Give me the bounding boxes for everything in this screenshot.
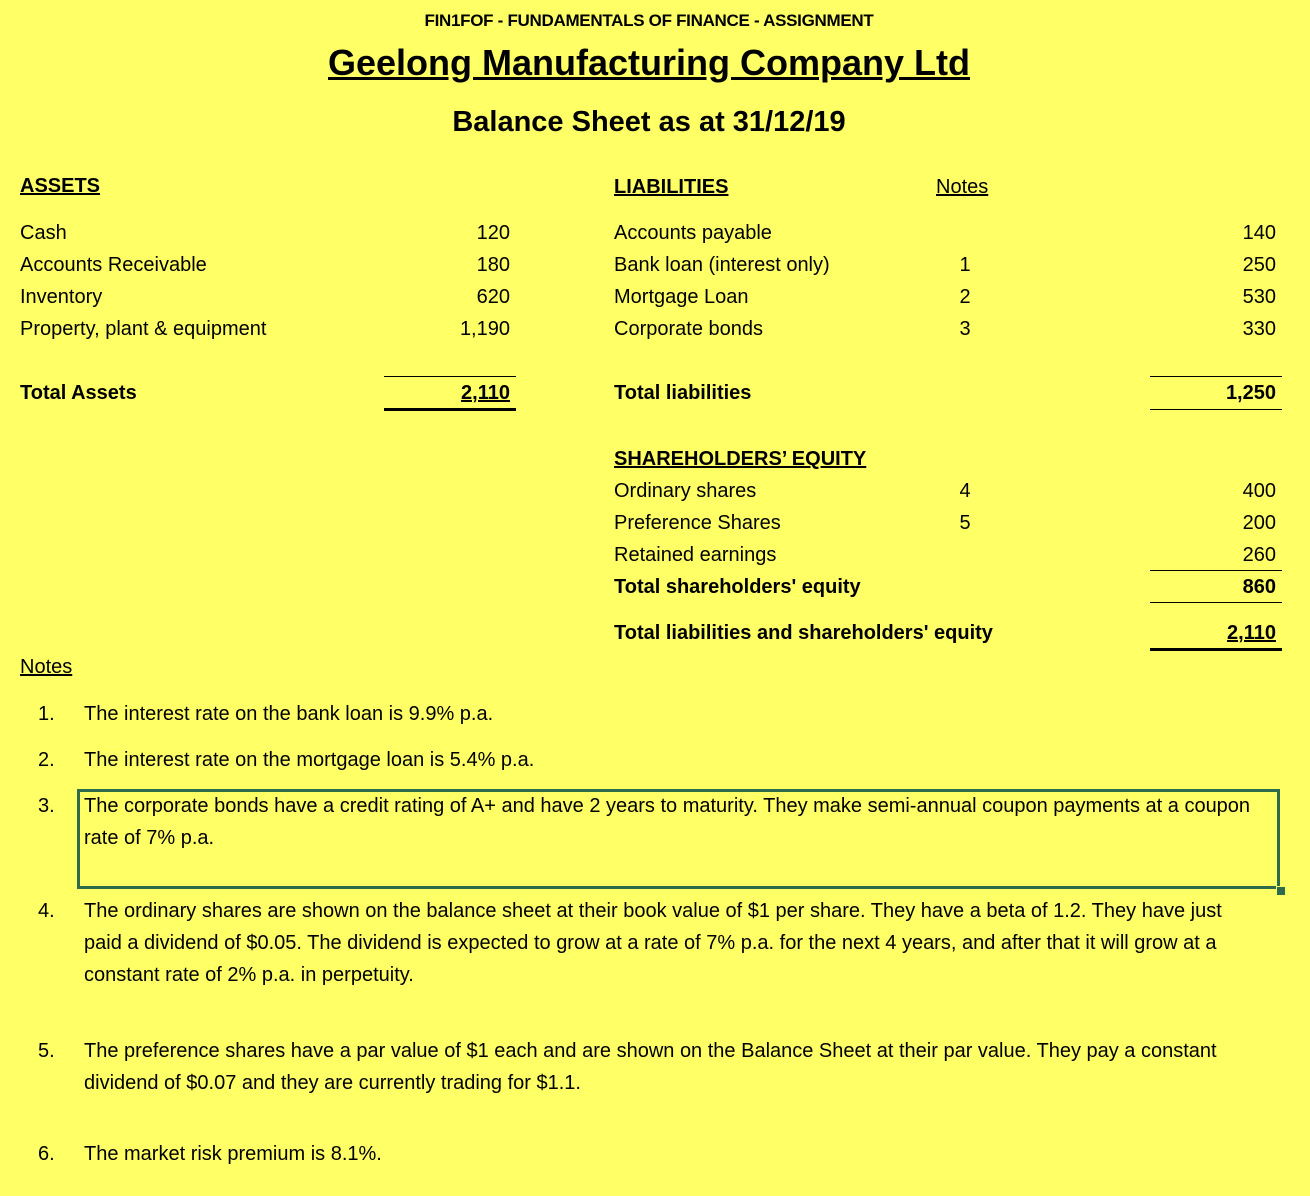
equity-heading: SHAREHOLDERS’ EQUITY bbox=[614, 448, 867, 470]
liabilities-heading: LIABILITIES bbox=[614, 176, 729, 198]
equity-note-preference: 5 bbox=[959, 512, 971, 534]
grand-total-value: 2,110 bbox=[1227, 622, 1276, 644]
note-3-text[interactable]: The corporate bonds have a credit rating of A+ and have 2 years to maturity. They make semi-annual coupon payments at a coupon rate of 7% p.a. bbox=[84, 795, 1251, 849]
liability-value-bank-loan: 250 bbox=[1242, 254, 1276, 276]
equity-value-preference: 200 bbox=[1242, 512, 1276, 534]
asset-label-ppe: Property, plant & equipment bbox=[20, 318, 267, 340]
equity-total-top-rule bbox=[1150, 570, 1282, 571]
liability-label-payable: Accounts payable bbox=[614, 222, 772, 244]
grand-total-bottom-rule bbox=[1150, 648, 1282, 651]
asset-label-cash: Cash bbox=[20, 222, 67, 244]
liability-label-bonds: Corporate bonds bbox=[614, 318, 763, 340]
total-equity-value: 860 bbox=[1242, 576, 1276, 598]
note-4-text: The ordinary shares are shown on the balance sheet at their book value of $1 per share. They have a beta of 1.2. They have just paid a dividend of $0.05. The dividend is expected to grow at a rate of 7% p.a. for the next 4 years, and after that it will grow at a constant rate of 2% p.a. in perpetuity. bbox=[84, 900, 1222, 986]
asset-value-ppe: 1,190 bbox=[459, 318, 510, 340]
note-6-text: The market risk premium is 8.1%. bbox=[84, 1143, 382, 1165]
note-5-number: 5. bbox=[38, 1040, 55, 1062]
assets-total-bottom-rule bbox=[384, 408, 516, 411]
liability-value-bonds: 330 bbox=[1242, 318, 1276, 340]
note-6-number: 6. bbox=[38, 1143, 55, 1165]
total-liabilities-label: Total liabilities bbox=[614, 382, 752, 404]
total-equity-label: Total shareholders' equity bbox=[614, 576, 861, 598]
note-2-text: The interest rate on the mortgage loan is 5.4% p.a. bbox=[84, 749, 535, 771]
liability-note-bank-loan: 1 bbox=[959, 254, 971, 276]
note-3-number: 3. bbox=[38, 795, 55, 817]
liability-note-mortgage: 2 bbox=[959, 286, 971, 308]
notes-heading: Notes bbox=[20, 656, 73, 678]
grand-total-label: Total liabilities and shareholders' equity bbox=[614, 622, 993, 644]
total-liabilities-value: 1,250 bbox=[1225, 382, 1276, 404]
course-title: FIN1FOF - FUNDAMENTALS OF FINANCE - ASSIGNMENT bbox=[424, 11, 874, 30]
equity-label-preference: Preference Shares bbox=[614, 512, 781, 534]
company-name: Geelong Manufacturing Company Ltd bbox=[327, 42, 970, 83]
equity-value-ordinary: 400 bbox=[1242, 480, 1276, 502]
liability-value-mortgage: 530 bbox=[1242, 286, 1276, 308]
note-4-number: 4. bbox=[38, 900, 55, 922]
liability-note-bonds: 3 bbox=[959, 318, 971, 340]
equity-total-bottom-rule bbox=[1150, 602, 1282, 603]
note-1-text: The interest rate on the bank loan is 9.9% p.a. bbox=[84, 703, 494, 725]
note-2-number: 2. bbox=[38, 749, 55, 771]
equity-label-ordinary: Ordinary shares bbox=[614, 480, 757, 502]
liability-label-mortgage: Mortgage Loan bbox=[614, 286, 749, 308]
note-1-number: 1. bbox=[38, 703, 55, 725]
liability-value-payable: 140 bbox=[1242, 222, 1276, 244]
equity-note-ordinary: 4 bbox=[959, 480, 971, 502]
assets-heading: ASSETS bbox=[20, 175, 101, 197]
liabilities-total-top-rule bbox=[1150, 376, 1282, 377]
asset-value-receivables: 180 bbox=[476, 254, 510, 276]
total-assets-value: 2,110 bbox=[461, 382, 510, 404]
equity-value-retained: 260 bbox=[1242, 544, 1276, 566]
asset-label-receivables: Accounts Receivable bbox=[20, 254, 207, 276]
liabilities-total-bottom-rule bbox=[1150, 409, 1282, 410]
liability-label-bank-loan: Bank loan (interest only) bbox=[614, 254, 830, 276]
equity-label-retained: Retained earnings bbox=[614, 544, 777, 566]
total-assets-label: Total Assets bbox=[20, 382, 137, 404]
fill-handle[interactable] bbox=[1276, 886, 1286, 896]
asset-value-inventory: 620 bbox=[476, 286, 510, 308]
asset-label-inventory: Inventory bbox=[20, 286, 103, 308]
notes-column-heading: Notes bbox=[936, 176, 989, 198]
asset-value-cash: 120 bbox=[476, 222, 510, 244]
balance-sheet-title: Balance Sheet as at 31/12/19 bbox=[452, 106, 846, 138]
assets-total-top-rule bbox=[384, 376, 516, 377]
note-5-text: The preference shares have a par value of $1 each and are shown on the Balance Sheet at their par value. They pay a constant dividend of $0.07 and they are currently trading for $1.1. bbox=[84, 1040, 1217, 1094]
